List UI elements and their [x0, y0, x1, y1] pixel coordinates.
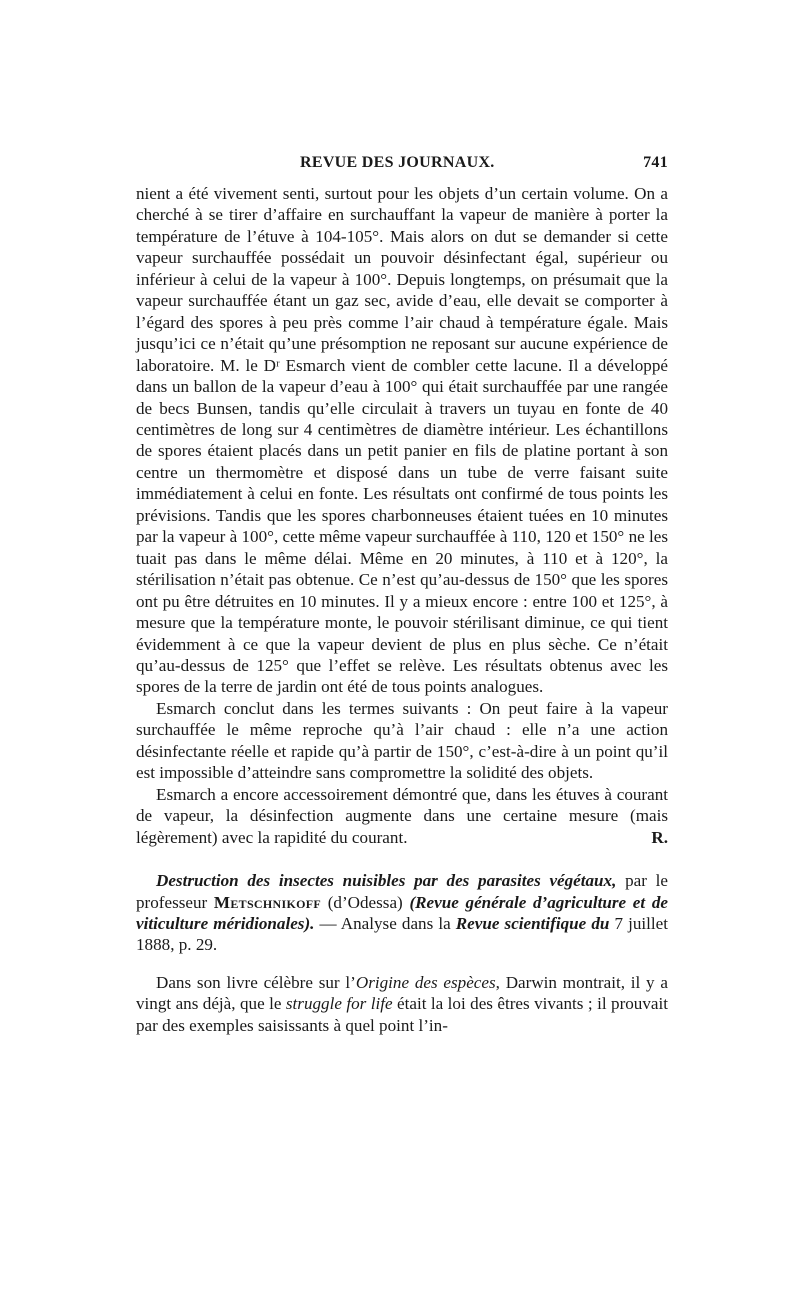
- article-author-prefix: par le professeur: [136, 871, 669, 912]
- page-number: 741: [643, 154, 668, 171]
- article-body-struggle: struggle for life: [285, 994, 393, 1014]
- section-spacer-2: [136, 956, 668, 972]
- body-paragraph-1: nient a été vivement senti, surtout pour les objets d’un certain volume. On a cherché à se tirer d’affaire en surchauffant la vapeur de manière à porter la température de l’étuve à 104-105°. Mais alors on dut se demander si cette vapeur surchauffée possédait un pouvoir désinfectant égal, supérieur ou inférieur à celui de la vapeur à 100°. Depuis longtemps, on présumait que la vapeur surchauffée étant un gaz sec, avide d’eau, elle devait se comporter à l’égard des spores à peu près comme l’air chaud à température égale. Mais jusqu’ici ce n’était qu’une présomption ne reposant sur aucune expérience de laboratoire. M. le Dʳ Esmarch vient de combler cette lacune. Il a développé dans un ballon de la vapeur d’eau à 100° qui était surchauffée par une rangée de becs Bunsen, tandis qu’elle circulait à travers un tuyau en fonte de 40 centimètres de long sur 4 centimètres de diamètre intérieur. Les échantillons de spores étaient placés dans un petit panier en fils de platine portant à son centre un thermomètre et disposé dans un tube de verre faisant suite immédiatement à celui en fonte. Les résultats ont confirmé de tous points les prévisions. Tandis que les spores charbonneuses étaient tuées en 10 minutes par la vapeur à 100°, cette même vapeur surchauffée à 110, 120 et 150° ne les tuait pas dans le même délai. Même en 20 minutes, à 110 et à 120°, la stérilisation n’était pas obtenue. Ce n’est qu’au-dessus de 150° que les spores ont pu être détruites en 10 minutes. Il y a mieux encore : entre 100 et 125°, à mesure que la température monte, le pouvoir stérilisant diminue, ce qui tient évidemment à ce que la vapeur devient de plus en plus sèche. Ce n’était qu’au-dessus de 125° que l’effet se relève. Les résultats obtenus avec les spores de la terre de jardin ont été de tous points analogues.: [136, 184, 668, 697]
- article-analysis-date: 7 juillet 1888, p. 29.: [136, 913, 669, 955]
- article-title: Destruction des insectes nuisibles par des parasites végétaux,: [156, 871, 617, 891]
- document-page: [136, 152, 668, 1036]
- article-body-origin-title: Origine des espèces: [355, 972, 496, 992]
- article-body-text-a: Dans son livre célèbre sur l’: [156, 972, 356, 992]
- body-paragraph-3: [136, 784, 668, 848]
- article-author-city: (d’Odessa): [327, 892, 403, 912]
- journal-section-title: REVUE DES JOURNAUX.: [300, 154, 495, 171]
- article-analysis-prefix: — Analyse dans la: [319, 913, 451, 933]
- section-spacer: [136, 848, 668, 870]
- running-header: [136, 152, 668, 176]
- article-analysis-source: Revue scientifique du: [455, 913, 610, 933]
- article-body-text-b: , Darwin montrait, il y a vingt ans déjà, que le: [136, 972, 668, 1014]
- body-paragraph-2: Esmarch conclut dans les termes suivants : On peut faire à la vapeur surchauffée le même reproche qu’à l’air chaud : elle n’a une action désinfectante réelle et rapide qu’à partir de 150°, c’est-à-dire à un point qu’il est impossible d’atteindre sans compromettre la solidité des objets.: [136, 698, 668, 783]
- body-paragraph-3-text: Esmarch a encore accessoirement démontré que, dans les étuves à courant de vapeur, la désinfection augmente dans une certaine mesure (mais légèrement) avec la rapidité du courant.: [136, 784, 668, 847]
- article-source: (Revue générale d’agriculture et de viticulture méridionales).: [136, 892, 668, 933]
- article-body-text-c: était la loi des êtres vivants ; il prouvait par des exemples saisissants à quel point l’in-: [136, 994, 668, 1035]
- article-body-paragraph: [136, 972, 668, 1036]
- article-heading: [136, 870, 668, 956]
- article-author-name: Metschnikoff: [213, 892, 322, 912]
- author-signature: R.: [651, 827, 668, 847]
